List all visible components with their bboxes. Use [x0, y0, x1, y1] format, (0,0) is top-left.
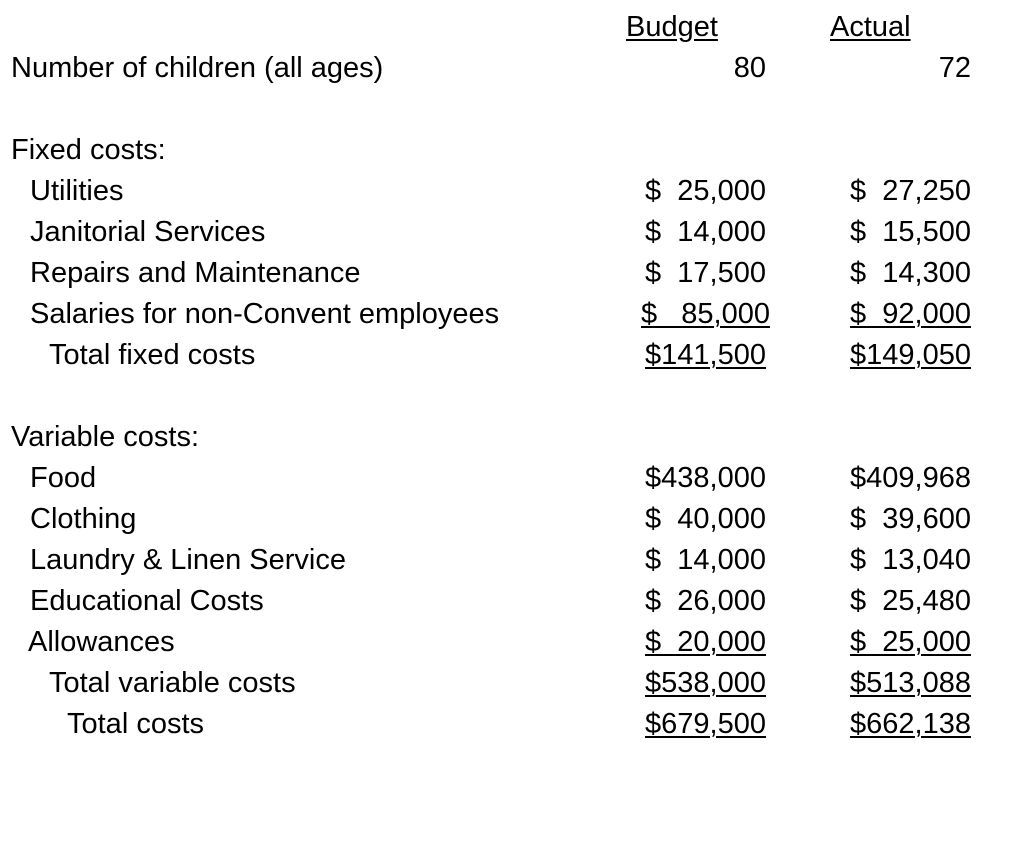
fixed-cost-actual: $ 15,500: [850, 216, 971, 248]
variable-cost-label: Educational Costs: [30, 585, 264, 617]
fixed-costs-heading: Fixed costs:: [11, 134, 166, 166]
fixed-cost-label: Salaries for non-Convent employees: [30, 298, 500, 330]
column-header-row: [0, 7, 1024, 48]
variable-cost-row: [0, 458, 1024, 499]
variable-total-row: [0, 663, 1024, 704]
actual-column-header: Actual: [830, 11, 911, 43]
fixed-total-budget: $141,500: [645, 339, 766, 371]
variable-cost-actual: $ 13,040: [850, 544, 971, 576]
variable-costs-heading: Variable costs:: [11, 421, 200, 453]
children-actual: 72: [938, 52, 971, 84]
variable-cost-row: [0, 499, 1024, 540]
variable-cost-row: [0, 581, 1024, 622]
fixed-cost-actual: $ 27,250: [850, 175, 971, 207]
variable-cost-budget: $ 26,000: [645, 585, 766, 617]
fixed-cost-actual: $ 14,300: [850, 257, 971, 289]
grand-total-row: [0, 704, 1024, 745]
variable-cost-budget: $ 14,000: [645, 544, 766, 576]
children-label: Number of children (all ages): [11, 52, 384, 84]
fixed-total-label: Total fixed costs: [49, 339, 256, 371]
fixed-cost-row: [0, 253, 1024, 294]
fixed-cost-budget: $ 85,000: [641, 298, 770, 330]
variable-cost-budget: $438,000: [645, 462, 766, 494]
budget-column-header: Budget: [626, 11, 718, 43]
fixed-total-row: [0, 335, 1024, 376]
fixed-cost-label: Janitorial Services: [30, 216, 266, 248]
variable-cost-row: [0, 540, 1024, 581]
fixed-cost-label: Utilities: [30, 175, 124, 207]
grand-total-actual: $662,138: [850, 708, 971, 740]
children-row: [0, 48, 1024, 89]
fixed-cost-row: [0, 294, 1024, 335]
fixed-cost-label: Repairs and Maintenance: [30, 257, 361, 289]
variable-cost-label: Clothing: [30, 503, 137, 535]
fixed-cost-actual: $ 92,000: [850, 298, 971, 330]
variable-cost-label: Food: [30, 462, 97, 494]
children-budget: 80: [733, 52, 766, 84]
variable-cost-actual: $ 25,000: [850, 626, 971, 658]
fixed-total-actual: $149,050: [850, 339, 971, 371]
fixed-cost-budget: $ 25,000: [645, 175, 766, 207]
variable-cost-actual: $ 39,600: [850, 503, 971, 535]
fixed-cost-budget: $ 17,500: [645, 257, 766, 289]
variable-total-label: Total variable costs: [49, 667, 296, 699]
fixed-cost-row: [0, 171, 1024, 212]
grand-total-budget: $679,500: [645, 708, 766, 740]
fixed-cost-budget: $ 14,000: [645, 216, 766, 248]
variable-cost-row: [0, 622, 1024, 663]
variable-cost-actual: $ 25,480: [850, 585, 971, 617]
variable-cost-budget: $ 40,000: [645, 503, 766, 535]
variable-total-budget: $538,000: [645, 667, 766, 699]
variable-cost-budget: $ 20,000: [645, 626, 766, 658]
variable-cost-actual: $409,968: [850, 462, 971, 494]
variable-total-actual: $513,088: [850, 667, 971, 699]
variable-costs-heading-row: [0, 417, 1024, 458]
variable-cost-label: Allowances: [28, 626, 175, 658]
grand-total-label: Total costs: [67, 708, 204, 740]
fixed-cost-row: [0, 212, 1024, 253]
fixed-costs-heading-row: [0, 130, 1024, 171]
variable-cost-label: Laundry & Linen Service: [30, 544, 346, 576]
